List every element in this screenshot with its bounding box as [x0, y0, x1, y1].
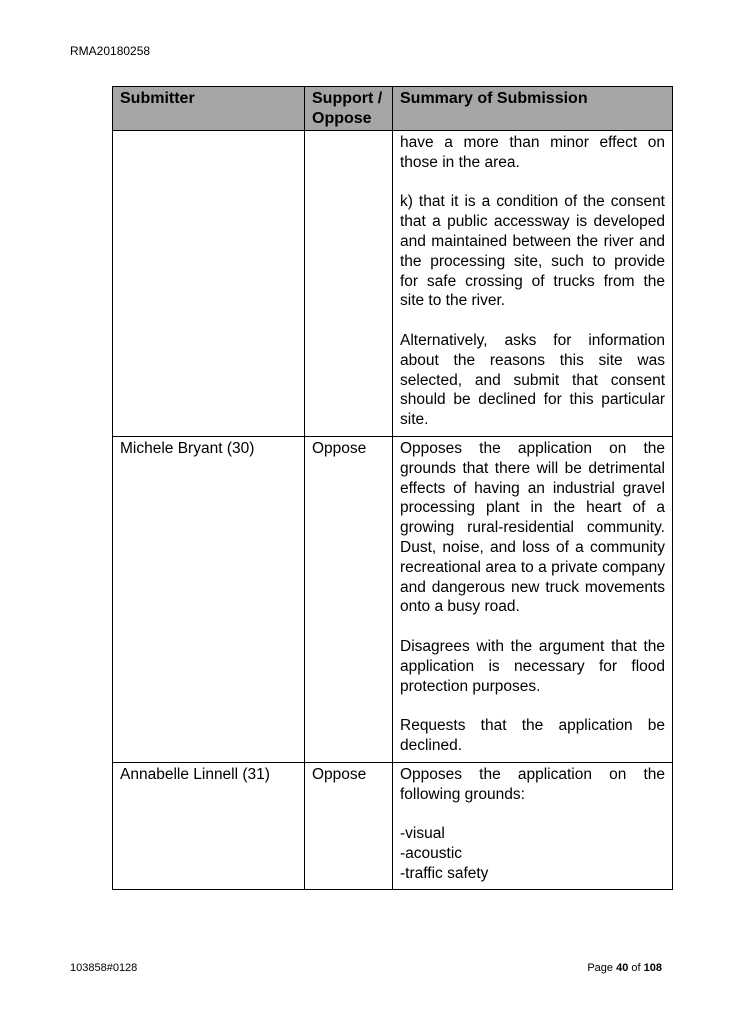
summary-cell	[393, 436, 673, 762]
table-row	[113, 131, 673, 437]
column-header-support-oppose: Support / Oppose	[305, 87, 393, 131]
submissions-table	[112, 86, 673, 890]
table-header-row	[113, 87, 673, 131]
summary-paragraph: Alternatively, asks for information about the reasons this site was selected, and submit that consent should be declined for this particular site.	[400, 331, 665, 429]
position-cell: Oppose	[305, 436, 393, 762]
summary-paragraph: have a more than minor effect on those in the area.	[400, 134, 665, 171]
submitter-cell: Michele Bryant (30)	[113, 436, 305, 762]
summary-list-item: -traffic safety	[400, 864, 489, 882]
table-row	[113, 762, 673, 890]
footer-page-number	[587, 962, 662, 974]
summary-paragraph: Opposes the application on the following grounds:	[400, 765, 665, 803]
total-pages: 108	[643, 962, 662, 974]
position-cell: Oppose	[305, 762, 393, 890]
footer-document-number: 103858#0128	[70, 962, 138, 974]
summary-paragraph: Requests that the application be declined.	[400, 717, 665, 754]
summary-paragraph: Opposes the application on the grounds that there will be detrimental effects of having an industrial gravel processing plant in the heart of a growing rural-residential community. Dust, noise, and loss of a community recreational area to a private company and dangerous new truck movements onto a busy road.	[400, 439, 665, 616]
table-row	[113, 436, 673, 762]
page-label: Page	[587, 962, 614, 974]
summary-paragraph: Disagrees with the argument that the application is necessary for flood protection purposes.	[400, 637, 665, 695]
current-page: 40	[616, 962, 629, 974]
summary-cell	[393, 131, 673, 437]
document-reference: RMA20180258	[70, 44, 151, 58]
summary-list-item: -acoustic	[400, 844, 463, 862]
submitter-cell	[113, 131, 305, 437]
position-cell	[305, 131, 393, 437]
submitter-cell: Annabelle Linnell (31)	[113, 762, 305, 890]
column-header-summary: Summary of Submission	[393, 87, 673, 131]
page-of-label: of	[631, 962, 641, 974]
summary-list-item: -visual	[400, 825, 445, 843]
summary-cell	[393, 762, 673, 890]
column-header-submitter: Submitter	[113, 87, 305, 131]
summary-paragraph: k) that it is a condition of the consent that a public accessway is developed and maintained between the river and the processing site, such to provide for safe crossing of trucks from the site to the river.	[400, 193, 665, 310]
